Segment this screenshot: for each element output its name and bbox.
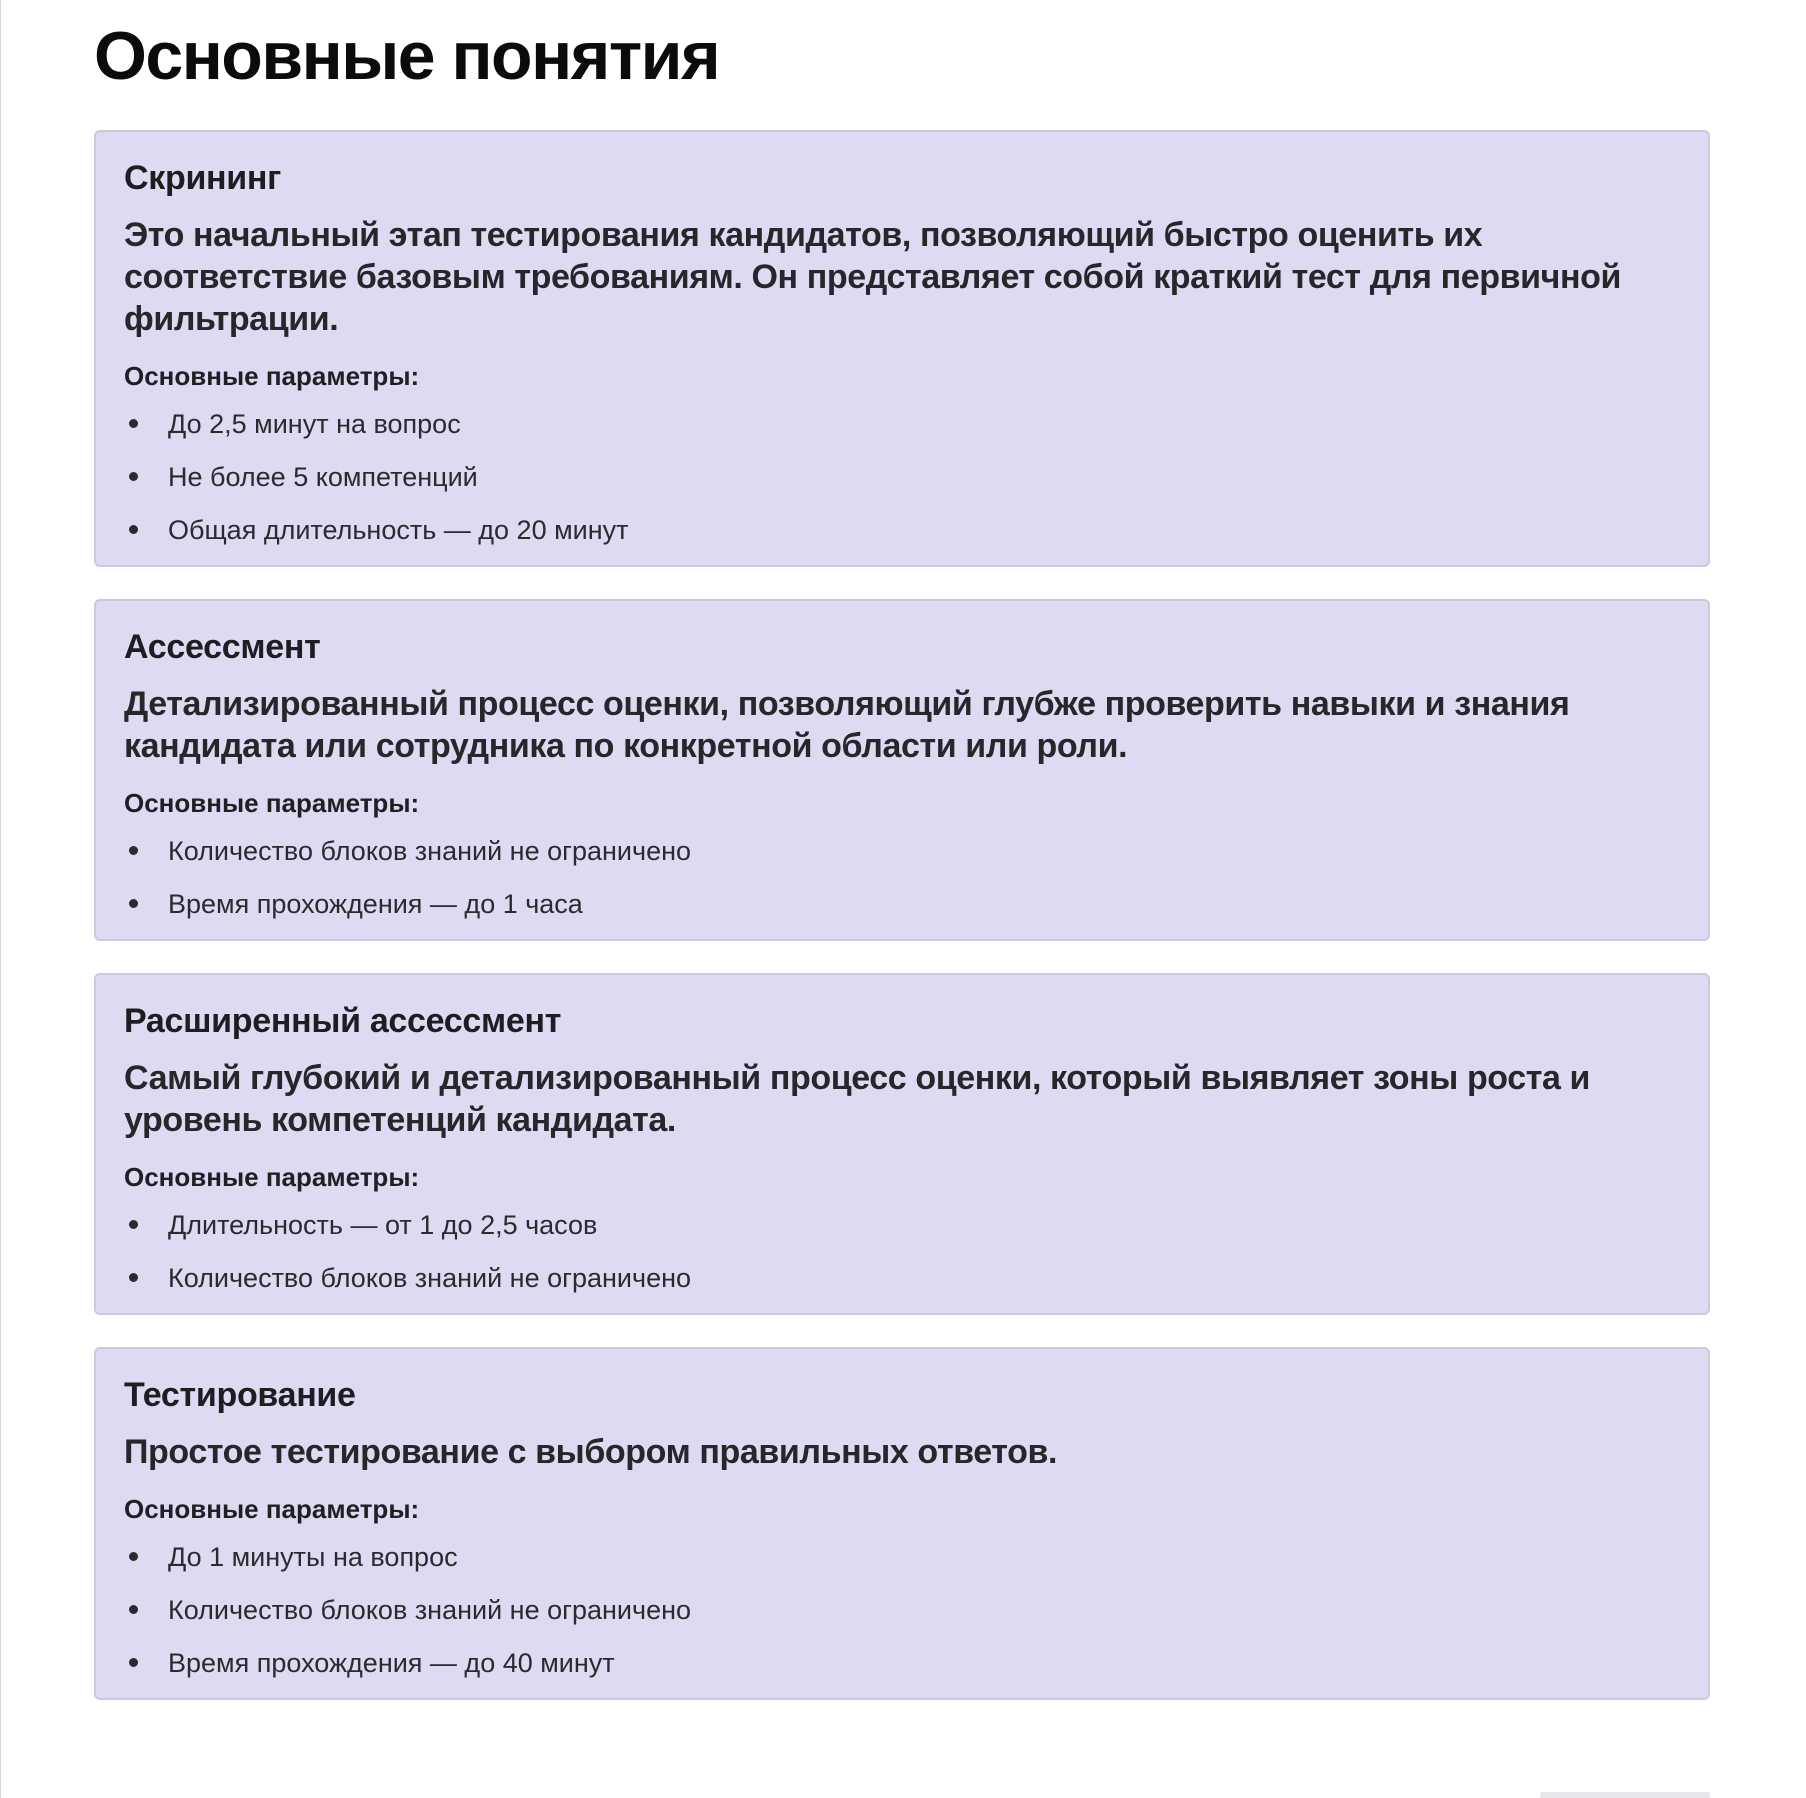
card-description: Простое тестирование с выбором правильных ответов. [124, 1433, 1058, 1471]
bullet-dot-icon [129, 472, 138, 481]
list-item-text: Количество блоков знаний не ограничено [168, 836, 692, 866]
list-item [124, 1592, 1680, 1645]
list-item [124, 459, 1680, 512]
next-card-edge [1540, 1792, 1710, 1798]
card-description: Самый глубокий и детализированный процесс оценки, который выявляет зоны роста и уровень компетенций кандидата. [124, 1059, 1591, 1139]
page-title: Основные понятия [94, 18, 720, 94]
params-list [124, 1539, 1680, 1698]
list-item-text: До 1 минуты на вопрос [168, 1542, 458, 1572]
bullet-dot-icon [129, 525, 138, 534]
concept-card-assessment [94, 599, 1710, 941]
card-description: Детализированный процесс оценки, позволяющий глубже проверить навыки и знания кандидата или сотрудника по конкретной области или роли. [124, 685, 1570, 765]
concept-card-extended-assessment [94, 973, 1710, 1315]
bullet-dot-icon [129, 899, 138, 908]
bullet-dot-icon [129, 1605, 138, 1614]
list-item [124, 1207, 1680, 1260]
params-label: Основные параметры: [124, 1494, 420, 1524]
params-list [124, 1207, 1680, 1313]
list-item [124, 833, 1680, 886]
list-item-text: Количество блоков знаний не ограничено [168, 1595, 692, 1625]
bullet-dot-icon [129, 1552, 138, 1561]
params-list [124, 406, 1680, 565]
list-item [124, 406, 1680, 459]
concept-cards [94, 130, 1710, 1700]
list-item [124, 1645, 1680, 1698]
card-title: Скрининг [124, 159, 281, 197]
concept-card-testing [94, 1347, 1710, 1700]
card-title: Расширенный ассессмент [124, 1002, 562, 1040]
card-title: Тестирование [124, 1376, 356, 1414]
list-item [124, 1260, 1680, 1313]
card-description: Это начальный этап тестирования кандидатов, позволяющий быстро оценить их соответствие базовым требованиям. Он представляет собой краткий тест для первичной фильтрации. [124, 216, 1621, 338]
card-title: Ассессмент [124, 628, 321, 666]
params-list [124, 833, 1680, 939]
page-left-border [0, 0, 1, 1798]
page-content [94, 0, 1710, 1732]
bullet-dot-icon [129, 1273, 138, 1282]
params-label: Основные параметры: [124, 1162, 420, 1192]
params-label: Основные параметры: [124, 788, 420, 818]
bullet-dot-icon [129, 419, 138, 428]
params-label: Основные параметры: [124, 361, 420, 391]
list-item [124, 886, 1680, 939]
list-item-text: До 2,5 минут на вопрос [168, 409, 461, 439]
list-item [124, 1539, 1680, 1592]
bullet-dot-icon [129, 846, 138, 855]
concept-card-screening [94, 130, 1710, 567]
list-item-text: Общая длительность — до 20 минут [168, 515, 629, 545]
list-item-text: Время прохождения — до 40 минут [168, 1648, 615, 1678]
list-item-text: Длительность — от 1 до 2,5 часов [168, 1210, 598, 1240]
list-item-text: Не более 5 компетенций [168, 462, 478, 492]
list-item [124, 512, 1680, 565]
bullet-dot-icon [129, 1220, 138, 1229]
list-item-text: Количество блоков знаний не ограничено [168, 1263, 692, 1293]
bullet-dot-icon [129, 1658, 138, 1667]
list-item-text: Время прохождения — до 1 часа [168, 889, 583, 919]
